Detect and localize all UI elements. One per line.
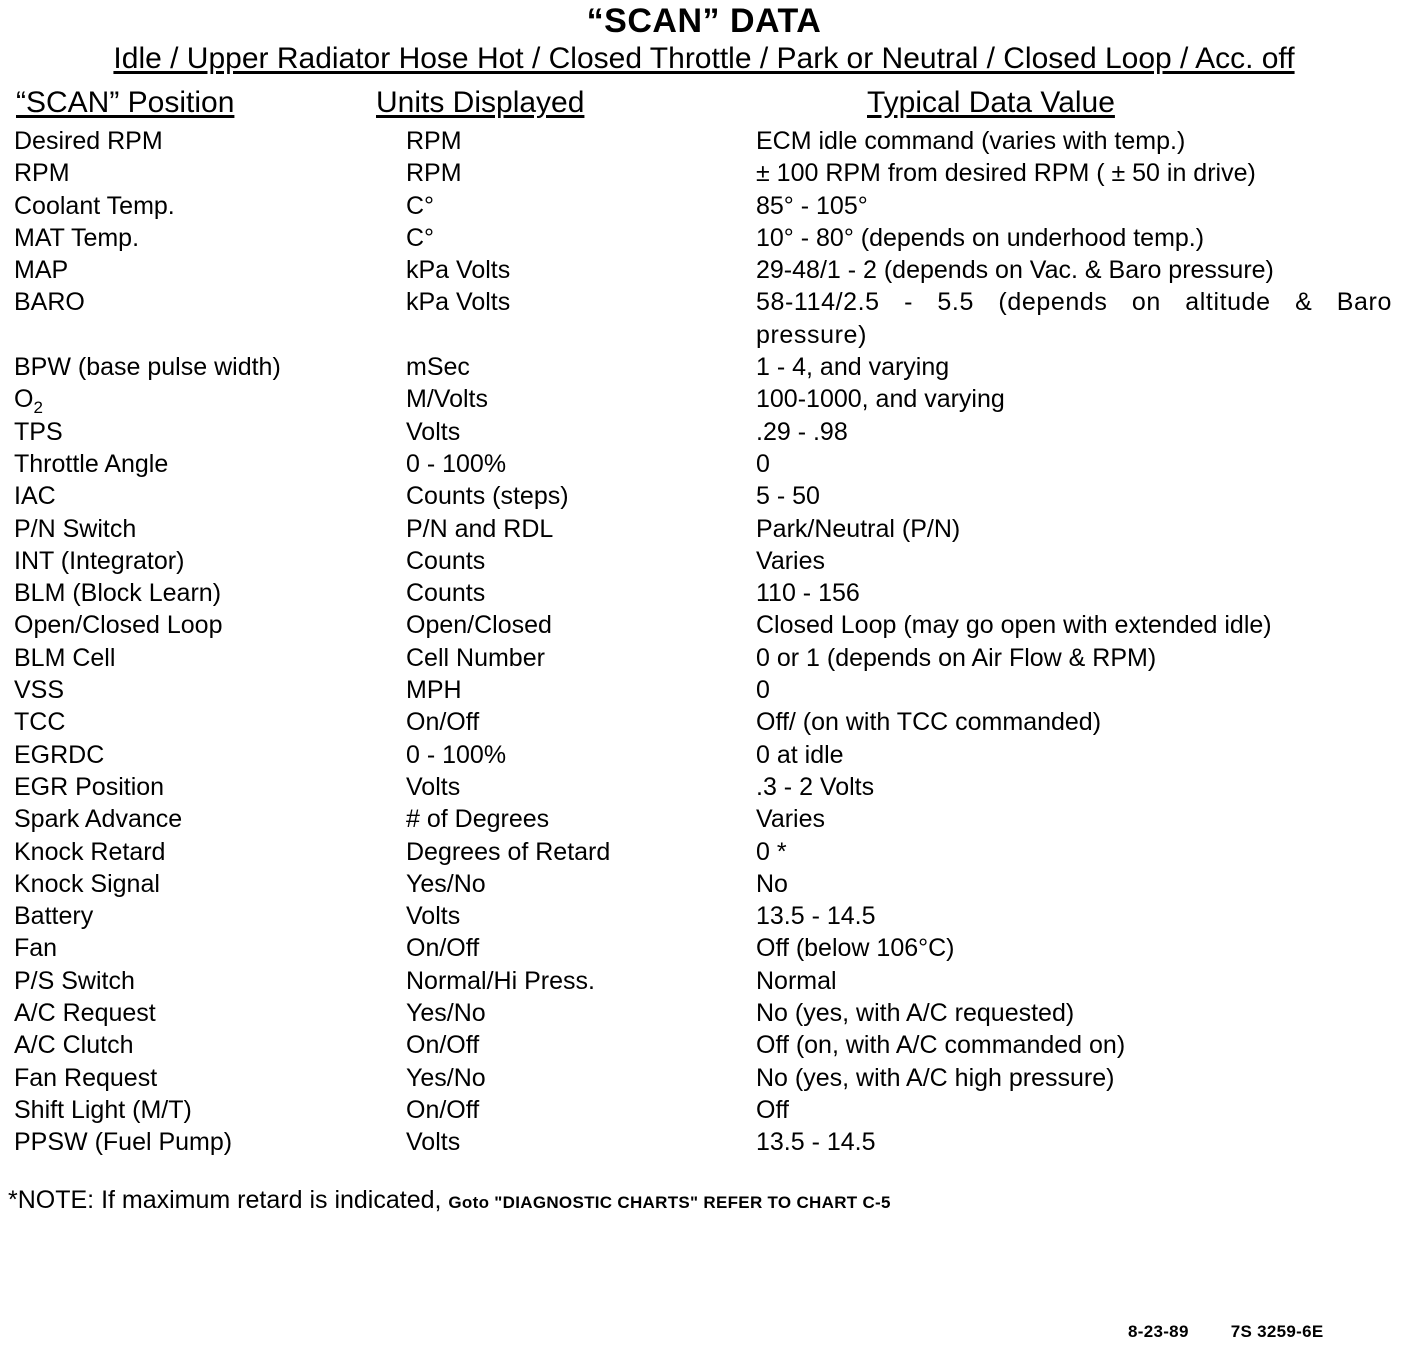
- row-units: RPM: [406, 127, 462, 155]
- row-position: MAT Temp.: [14, 223, 140, 252]
- row-position: P/S Switch: [14, 966, 135, 995]
- table-row: [0, 609, 1408, 641]
- row-position-text: O: [14, 385, 34, 414]
- header-units-displayed: Units Displayed: [376, 86, 585, 119]
- row-position: Spark Advance: [14, 805, 183, 834]
- table-row: [0, 674, 1408, 706]
- row-typical: Off (below 106°C): [756, 934, 955, 963]
- row-position: MAP: [14, 256, 69, 285]
- table-row: [0, 222, 1408, 254]
- table-row: [0, 125, 1408, 157]
- row-units: 0 - 100%: [406, 740, 507, 769]
- row-position: PPSW (Fuel Pump): [14, 1128, 233, 1157]
- footer-date: 8-23-89: [1128, 1322, 1189, 1341]
- table-row: [0, 577, 1408, 609]
- table-row: [0, 965, 1408, 997]
- row-units: Volts: [406, 772, 461, 801]
- row-typical: .3 - 2 Volts: [756, 772, 875, 801]
- row-position: TCC: [14, 708, 66, 737]
- scan-data-table: [0, 125, 1408, 1159]
- row-position: Fan: [14, 934, 58, 963]
- table-row: [0, 448, 1408, 480]
- row-position: Throttle Angle: [14, 449, 169, 478]
- row-position: Shift Light (M/T): [14, 1095, 192, 1124]
- row-typical: 0: [756, 449, 770, 478]
- row-position: Battery: [14, 902, 94, 931]
- row-typical: .29 - .98: [756, 417, 848, 446]
- table-row: [0, 190, 1408, 222]
- row-position: BLM Cell: [14, 643, 116, 672]
- row-units: Degrees of Retard: [406, 837, 611, 866]
- table-row: [0, 706, 1408, 738]
- row-typical: Park/Neutral (P/N): [756, 514, 961, 543]
- row-units: Counts: [406, 546, 486, 575]
- row-typical: 10° - 80° (depends on underhood temp.): [756, 223, 1205, 252]
- row-units: Volts: [406, 902, 461, 931]
- row-position: EGR Position: [14, 772, 165, 801]
- row-units: kPa Volts: [406, 256, 511, 285]
- row-units: Cell Number: [406, 643, 545, 672]
- row-typical: Varies: [756, 546, 826, 575]
- row-units: On/Off: [406, 1031, 480, 1060]
- row-position: Fan Request: [14, 1063, 158, 1092]
- row-position: BARO: [14, 288, 85, 317]
- row-units: Open/Closed: [406, 611, 552, 640]
- row-typical: Off/ (on with TCC commanded): [756, 708, 1102, 737]
- table-row: [0, 900, 1408, 932]
- table-row: [0, 642, 1408, 674]
- row-units: Normal/Hi Press.: [406, 966, 595, 995]
- row-units: M/Volts: [406, 385, 488, 414]
- row-typical: ± 100 RPM from desired RPM ( ± 50 in drive): [756, 159, 1256, 188]
- footnote: [8, 1186, 891, 1215]
- row-units: Volts: [406, 417, 461, 446]
- header-typical-data-value: Typical Data Value: [867, 86, 1115, 119]
- table-row: [0, 868, 1408, 900]
- row-typical: No: [756, 869, 788, 898]
- row-typical: Off (on, with A/C commanded on): [756, 1031, 1126, 1060]
- row-typical: Off: [756, 1095, 789, 1124]
- row-units: Yes/No: [406, 1063, 486, 1092]
- table-row: [0, 157, 1408, 189]
- page-subtitle: Idle / Upper Radiator Hose Hot / Closed Throttle / Park or Neutral / Closed Loop / Acc. off: [113, 42, 1295, 75]
- row-typical: 85° - 105°: [756, 191, 868, 220]
- row-position: IAC: [14, 482, 56, 511]
- document-footer: [1128, 1322, 1324, 1342]
- row-position: Coolant Temp.: [14, 191, 175, 220]
- table-row: [0, 351, 1408, 383]
- table-row: [0, 254, 1408, 286]
- row-typical: 0 or 1 (depends on Air Flow & RPM): [756, 643, 1157, 672]
- row-position: RPM: [14, 159, 70, 188]
- row-units: 0 - 100%: [406, 449, 507, 478]
- row-typical: 13.5 - 14.5: [756, 902, 876, 931]
- row-typical: 0 *: [756, 837, 787, 866]
- row-position: TPS: [14, 417, 63, 446]
- row-typical: 13.5 - 14.5: [756, 1128, 876, 1157]
- row-typical: Normal: [756, 966, 837, 995]
- table-row: [0, 416, 1408, 448]
- table-row: [0, 771, 1408, 803]
- row-typical: 5 - 50: [756, 482, 820, 511]
- row-typical: No (yes, with A/C high pressure): [756, 1063, 1115, 1092]
- row-position: INT (Integrator): [14, 546, 185, 575]
- table-row: [0, 286, 1408, 351]
- row-position: A/C Request: [14, 999, 156, 1028]
- row-units: P/N and RDL: [406, 514, 554, 543]
- row-position: P/N Switch: [14, 514, 137, 543]
- row-units: On/Off: [406, 708, 480, 737]
- row-units: C°: [406, 223, 435, 252]
- table-row: [0, 1126, 1408, 1158]
- row-typical: No (yes, with A/C requested): [756, 999, 1075, 1028]
- row-units: RPM: [406, 159, 462, 188]
- row-position: VSS: [14, 676, 65, 705]
- row-position: Desired RPM: [14, 127, 163, 155]
- page-title: “SCAN” DATA: [586, 2, 822, 40]
- row-units: Volts: [406, 1128, 461, 1157]
- header-scan-position: “SCAN” Position: [16, 86, 235, 119]
- footnote-reference: Goto "DIAGNOSTIC CHARTS" REFER TO CHART C-5: [448, 1193, 891, 1212]
- table-row: [0, 383, 1408, 418]
- row-position: Knock Signal: [14, 869, 160, 898]
- table-row: [0, 1029, 1408, 1061]
- row-units: Counts: [406, 579, 486, 608]
- table-row: [0, 545, 1408, 577]
- row-position-subscript: 2: [33, 398, 43, 418]
- row-units: MPH: [406, 676, 462, 705]
- row-position: Knock Retard: [14, 837, 166, 866]
- row-units: Yes/No: [406, 869, 486, 898]
- footnote-text: *NOTE: If maximum retard is indicated,: [8, 1186, 449, 1214]
- row-typical: 58-114/2.5 - 5.5 (depends on altitude & Baro pressure): [756, 288, 1392, 349]
- row-position: A/C Clutch: [14, 1031, 134, 1060]
- row-position: BLM (Block Learn): [14, 579, 222, 608]
- row-units: On/Off: [406, 934, 480, 963]
- row-typical: Closed Loop (may go open with extended idle): [756, 611, 1272, 640]
- row-typical: 0 at idle: [756, 740, 844, 769]
- row-units: mSec: [406, 353, 470, 382]
- row-typical: 29-48/1 - 2 (depends on Vac. & Baro pressure): [756, 256, 1274, 285]
- table-row: [0, 932, 1408, 964]
- row-position: Open/Closed Loop: [14, 611, 223, 640]
- row-position: EGRDC: [14, 740, 105, 769]
- table-row: [0, 1062, 1408, 1094]
- row-units: Counts (steps): [406, 482, 569, 511]
- row-position: BPW (base pulse width): [14, 353, 281, 382]
- table-row: [0, 997, 1408, 1029]
- row-typical: ECM idle command (varies with temp.): [756, 127, 1186, 155]
- table-row: [0, 513, 1408, 545]
- row-units: Yes/No: [406, 999, 486, 1028]
- row-units: C°: [406, 191, 435, 220]
- row-units: # of Degrees: [406, 805, 550, 834]
- row-units: kPa Volts: [406, 288, 511, 317]
- table-row: [0, 480, 1408, 512]
- row-typical: 110 - 156: [756, 579, 860, 608]
- table-row: [0, 803, 1408, 835]
- row-typical: Varies: [756, 805, 826, 834]
- table-row: [0, 739, 1408, 771]
- table-row: [0, 1094, 1408, 1126]
- table-row: [0, 836, 1408, 868]
- row-typical: 0: [756, 676, 770, 705]
- row-units: On/Off: [406, 1095, 480, 1124]
- footer-code: 7S 3259-6E: [1230, 1322, 1324, 1341]
- row-typical: 1 - 4, and varying: [756, 353, 950, 382]
- row-typical: 100-1000, and varying: [756, 385, 1005, 414]
